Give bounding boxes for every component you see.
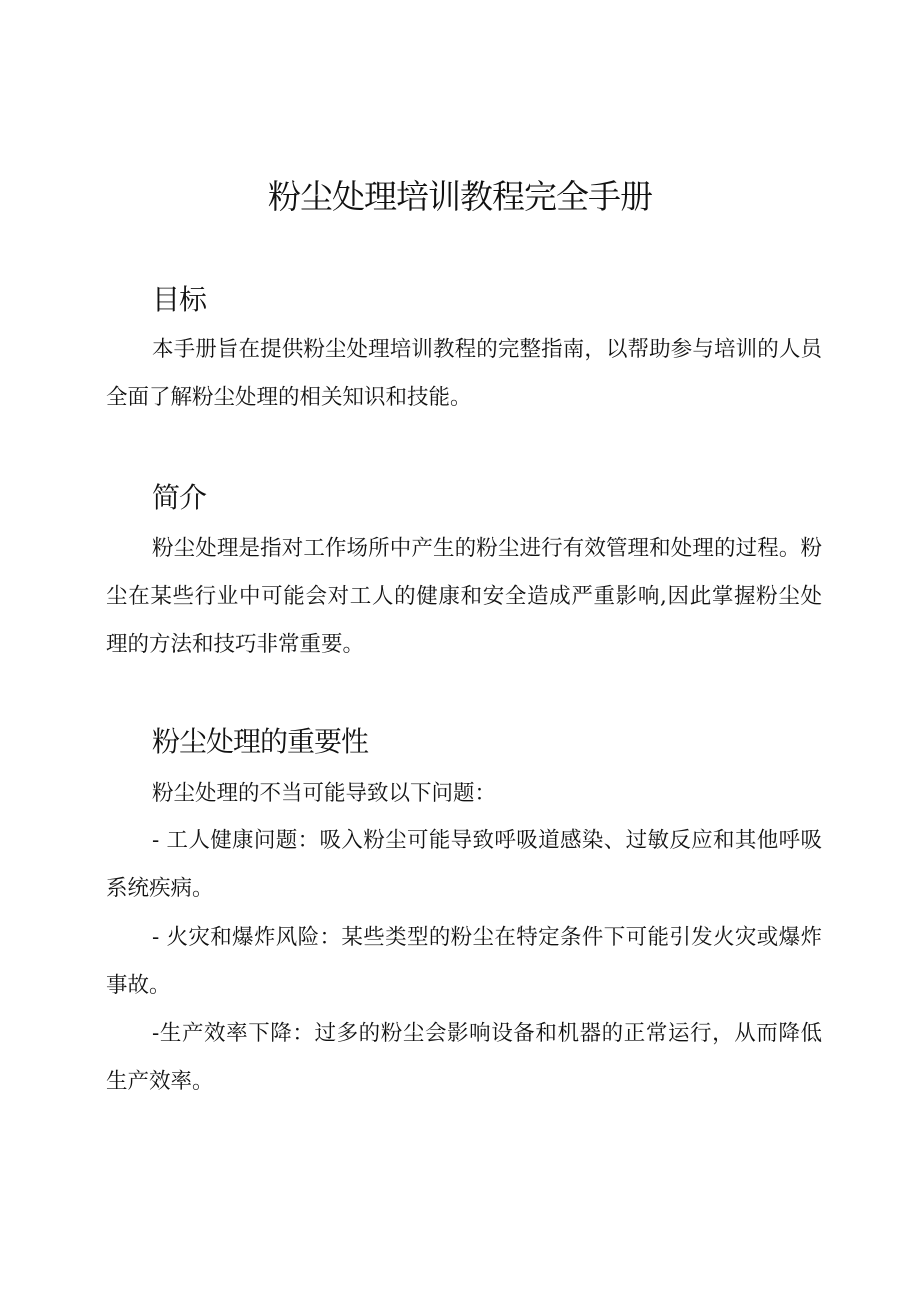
document-title: 粉尘处理培训教程完全手册 (268, 177, 652, 216)
goal-paragraph: 本手册旨在提供粉尘处理培训教程的完整指南，以帮助参与培训的人员全面了解粉尘处理的相关知识和技能。 (106, 337, 822, 410)
intro-paragraph: 粉尘处理是指对工作场所中产生的粉尘进行有效管理和处理的过程。粉尘在某些行业中可能会对工人的健康和安全造成严重影响,因此掌握粉尘处理的方法和技巧非常重要。 (106, 536, 822, 657)
section-heading-intro: 简介 (152, 481, 207, 514)
section-heading-importance: 粉尘处理的重要性 (152, 725, 369, 758)
importance-intro-paragraph: 粉尘处理的不当可能导致以下问题： (152, 781, 497, 806)
list-item-fire-explosion: - 火灾和爆炸风险：某些类型的粉尘在特定条件下可能引发火灾或爆炸事故。 (106, 925, 822, 998)
section-heading-goal: 目标 (152, 283, 207, 316)
list-item-efficiency: -生产效率下降：过多的粉尘会影响设备和机器的正常运行，从而降低生产效率。 (106, 1021, 822, 1094)
list-item-health: - 工人健康问题：吸入粉尘可能导致呼吸道感染、过敏反应和其他呼吸系统疾病。 (106, 828, 822, 901)
